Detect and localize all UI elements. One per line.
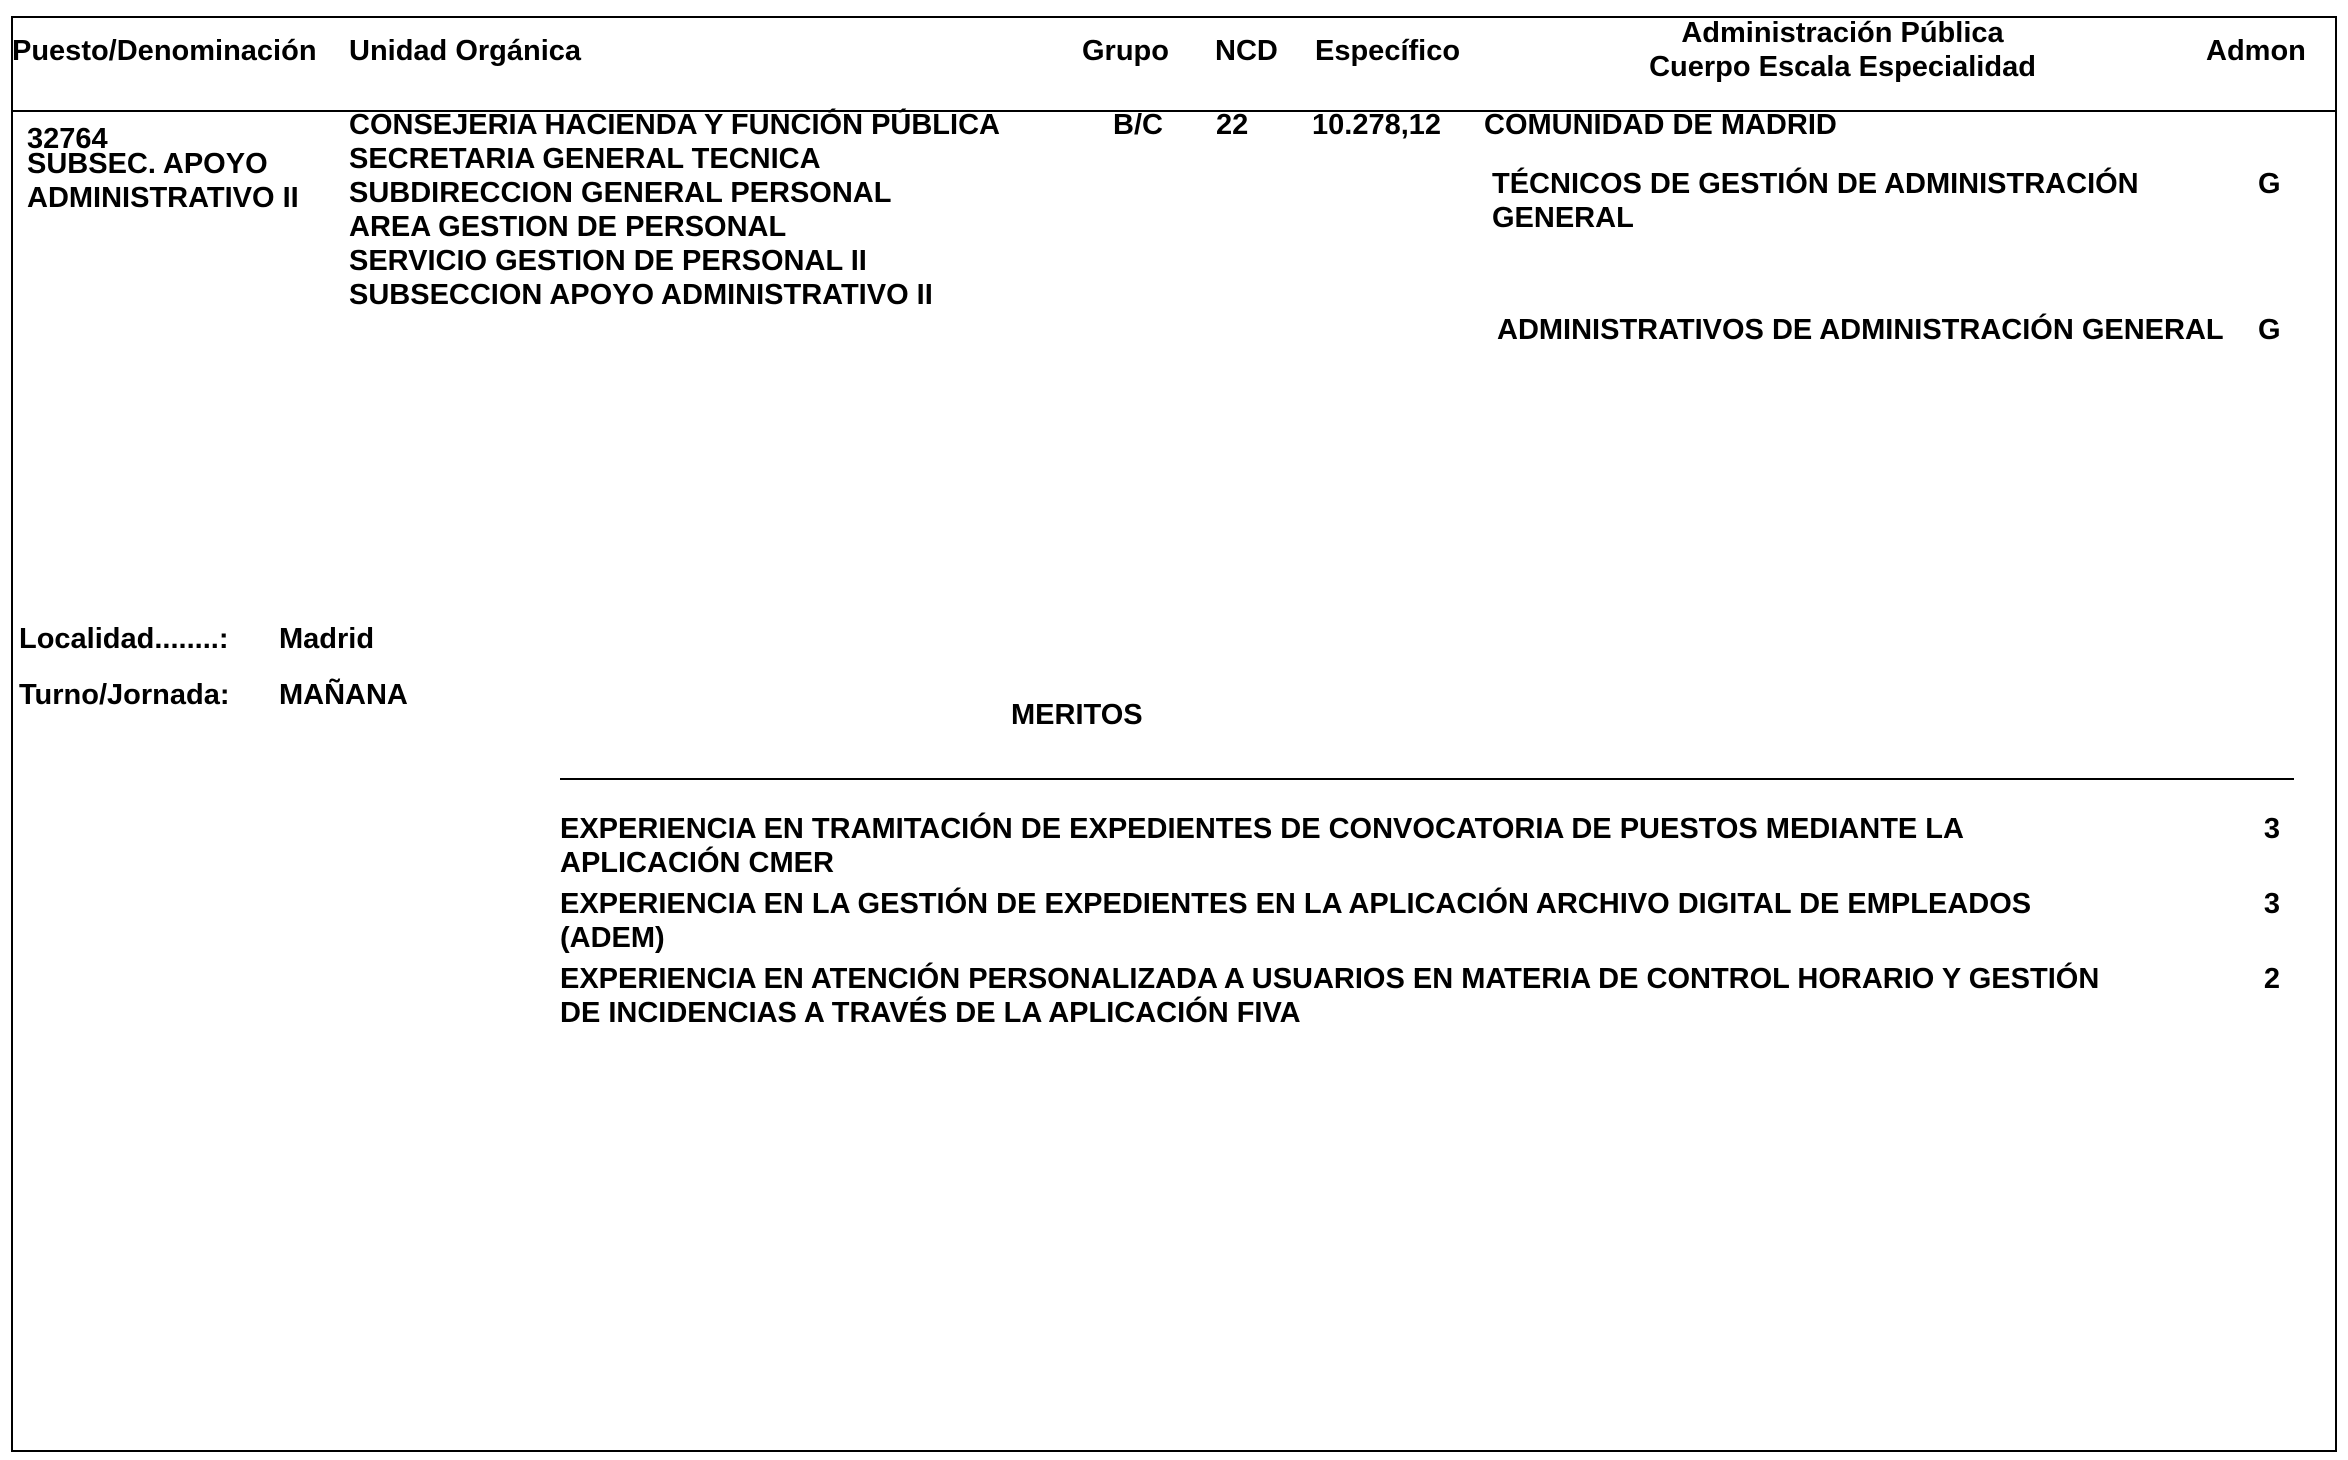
header-ncd: NCD <box>1215 35 1278 67</box>
cuerpo-admon: G <box>2258 314 2281 346</box>
cuerpo-admon: G <box>2258 168 2281 200</box>
localidad-value: Madrid <box>279 623 375 655</box>
header-puesto: Puesto/Denominación <box>12 35 317 67</box>
header-administracion: Administración Pública <box>1681 17 2004 49</box>
denominacion-line: SUBSEC. APOYO <box>27 148 268 180</box>
merito-text: EXPERIENCIA EN LA GESTIÓN DE EXPEDIENTES EN LA APLICACIÓN ARCHIVO DIGITAL DE EMPLEADOS (ADEM) <box>560 888 2032 954</box>
denominacion-line: ADMINISTRATIVO II <box>27 182 299 214</box>
unidad-line: SERVICIO GESTION DE PERSONAL II <box>349 245 867 277</box>
cuerpo-line: GENERAL <box>1492 202 1634 234</box>
header-unidad: Unidad Orgánica <box>349 35 582 67</box>
header-admon: Admon <box>2206 35 2306 67</box>
merito-score: 2 <box>2263 963 2280 995</box>
administracion-value: COMUNIDAD DE MADRID <box>1484 109 1837 141</box>
merito-score: 3 <box>2263 813 2280 845</box>
unidad-organica <box>349 108 1000 312</box>
header-especifico: Específico <box>1315 35 1461 67</box>
especifico-value: 10.278,12 <box>1312 109 1442 141</box>
unidad-line: SUBSECCION APOYO ADMINISTRATIVO II <box>349 279 933 311</box>
merito-text: EXPERIENCIA EN TRAMITACIÓN DE EXPEDIENTES DE CONVOCATORIA DE PUESTOS MEDIANTE LA APLICACIÓN CMER <box>560 813 1963 879</box>
header-grupo: Grupo <box>1082 35 1169 67</box>
unidad-line: CONSEJERIA HACIENDA Y FUNCIÓN PÚBLICA <box>349 109 1000 141</box>
denominacion-block <box>27 147 299 215</box>
meritos-divider <box>560 778 2294 780</box>
merito-score: 3 <box>2263 888 2280 920</box>
merito-text: EXPERIENCIA EN ATENCIÓN PERSONALIZADA A USUARIOS EN MATERIA DE CONTROL HORARIO Y GESTIÓN DE INCIDENCIAS A TRAVÉS DE LA APLICACIÓN FIVA <box>560 963 2100 1029</box>
meritos-title: MERITOS <box>1011 699 1143 731</box>
puesto-numero: 32764 <box>27 123 108 155</box>
ncd-value: 22 <box>1216 109 1249 141</box>
unidad-line: AREA GESTION DE PERSONAL <box>349 211 787 243</box>
cuerpo-line: TÉCNICOS DE GESTIÓN DE ADMINISTRACIÓN <box>1492 168 2139 200</box>
localidad-label: Localidad........: <box>19 623 229 655</box>
unidad-line: SUBDIRECCION GENERAL PERSONAL <box>349 177 892 209</box>
cuerpo-item <box>1492 167 2139 235</box>
grupo-value: B/C <box>1113 109 1163 141</box>
cuerpo-item: ADMINISTRATIVOS DE ADMINISTRACIÓN GENERAL <box>1497 314 2224 346</box>
turno-label: Turno/Jornada: <box>19 679 230 711</box>
turno-value: MAÑANA <box>279 679 408 711</box>
header-cuerpo-escala: Cuerpo Escala Especialidad <box>1649 51 2036 83</box>
unidad-line: SECRETARIA GENERAL TECNICA <box>349 143 821 175</box>
